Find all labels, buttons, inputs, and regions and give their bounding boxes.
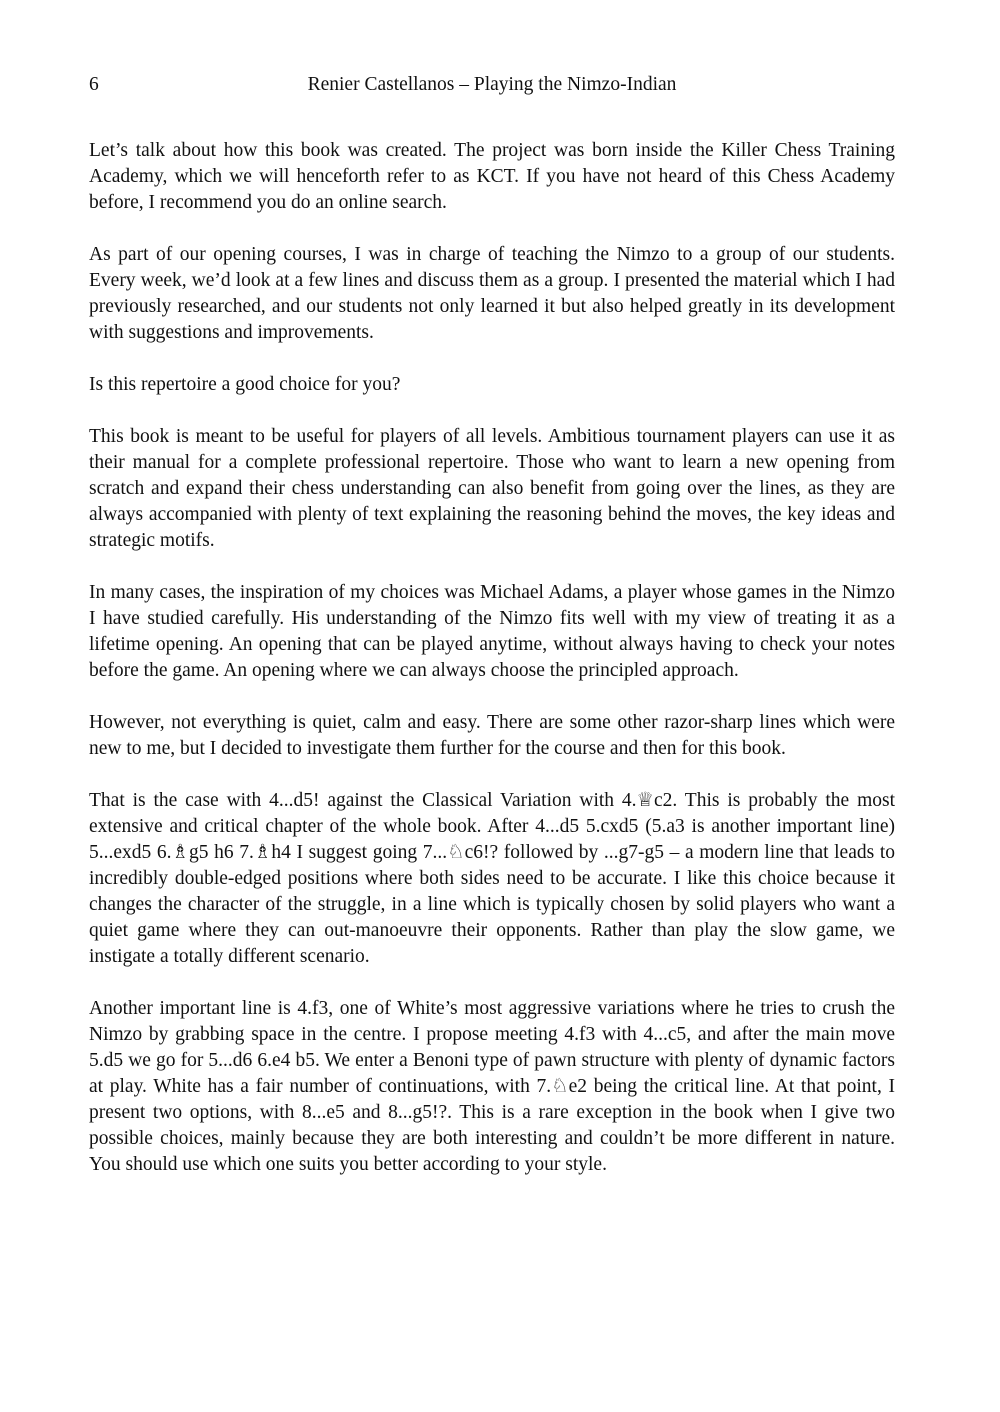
paragraph-all-levels: This book is meant to be useful for players of all levels. Ambitious tournament players can use it as their manual for a complete professional repertoire. Those who want to learn a new opening from scratch and expand their chess understanding can also benefit from going over the lines, as they are always accompanied with plenty of text explaining the reasoning behind the moves, the key ideas and strategic motifs. — [89, 426, 895, 551]
page-number: 6 — [89, 74, 99, 95]
paragraph-f3-variation: Another important line is 4.f3, one of White’s most aggressive variations where he tries to crush the Nimzo by grabbing space in the centre. I propose meeting 4.f3 with 4...c5, and after the main move 5.d5 we go for 5...d6 6.e4 b5. We enter a Benoni type of pawn structure with plenty of dynamic factors at play. White has a fair number of continuations, with 7.♘e2 being the critical line. At that point, I present two options, with 8...e5 and 8...g5!?. This is a rare exception in the book when I give two possible choices, mainly because they are both interesting and couldn’t be more different in nature. You should use which one suits you better according to your style. — [89, 998, 895, 1175]
book-page — [89, 68, 895, 1204]
paragraph-repertoire-question: Is this repertoire a good choice for you? — [89, 374, 401, 395]
paragraph-opening-courses: As part of our opening courses, I was in charge of teaching the Nimzo to a group of our students. Every week, we’d look at a few lines and discuss them as a group. I presented the material which I had previously researched, and our students not only learned it but also helped greatly in its development with suggestions and improvements. — [89, 244, 895, 343]
running-head: Renier Castellanos – Playing the Nimzo-Indian — [307, 74, 677, 95]
paragraph-book-creation: Let’s talk about how this book was created. The project was born inside the Killer Chess Training Academy, which we will henceforth refer to as KCT. If you have not heard of this Chess Academy before, I recommend you do an online search. — [89, 140, 895, 213]
paragraph-michael-adams: In many cases, the inspiration of my choices was Michael Adams, a player whose games in the Nimzo I have studied carefully. His understanding of the Nimzo fits well with my view of treating it as a lifetime opening. An opening that can be played anytime, without always having to check your notes before the game. An opening where we can always choose the principled approach. — [89, 582, 895, 681]
paragraph-razor-sharp-lines: However, not everything is quiet, calm and easy. There are some other razor-sharp lines which were new to me, but I decided to investigate them further for the course and then for this book. — [89, 712, 895, 759]
paragraph-classical-variation: That is the case with 4...d5! against the Classical Variation with 4.♕c2. This is probably the most extensive and critical chapter of the whole book. After 4...d5 5.cxd5 (5.a3 is another important line) 5...exd5 6.♗g5 h6 7.♗h4 I suggest going 7...♘c6!? followed by ...g7-g5 – a modern line that leads to incredibly double-edged positions where both sides need to be accurate. I like this choice because it changes the character of the struggle, in a line which is typically chosen by solid players who want a quiet game where they can out-manoeuvre their opponents. Rather than play the slow game, we instigate a totally different scenario. — [89, 790, 895, 967]
page-header — [89, 68, 895, 102]
page-body — [89, 138, 895, 1178]
